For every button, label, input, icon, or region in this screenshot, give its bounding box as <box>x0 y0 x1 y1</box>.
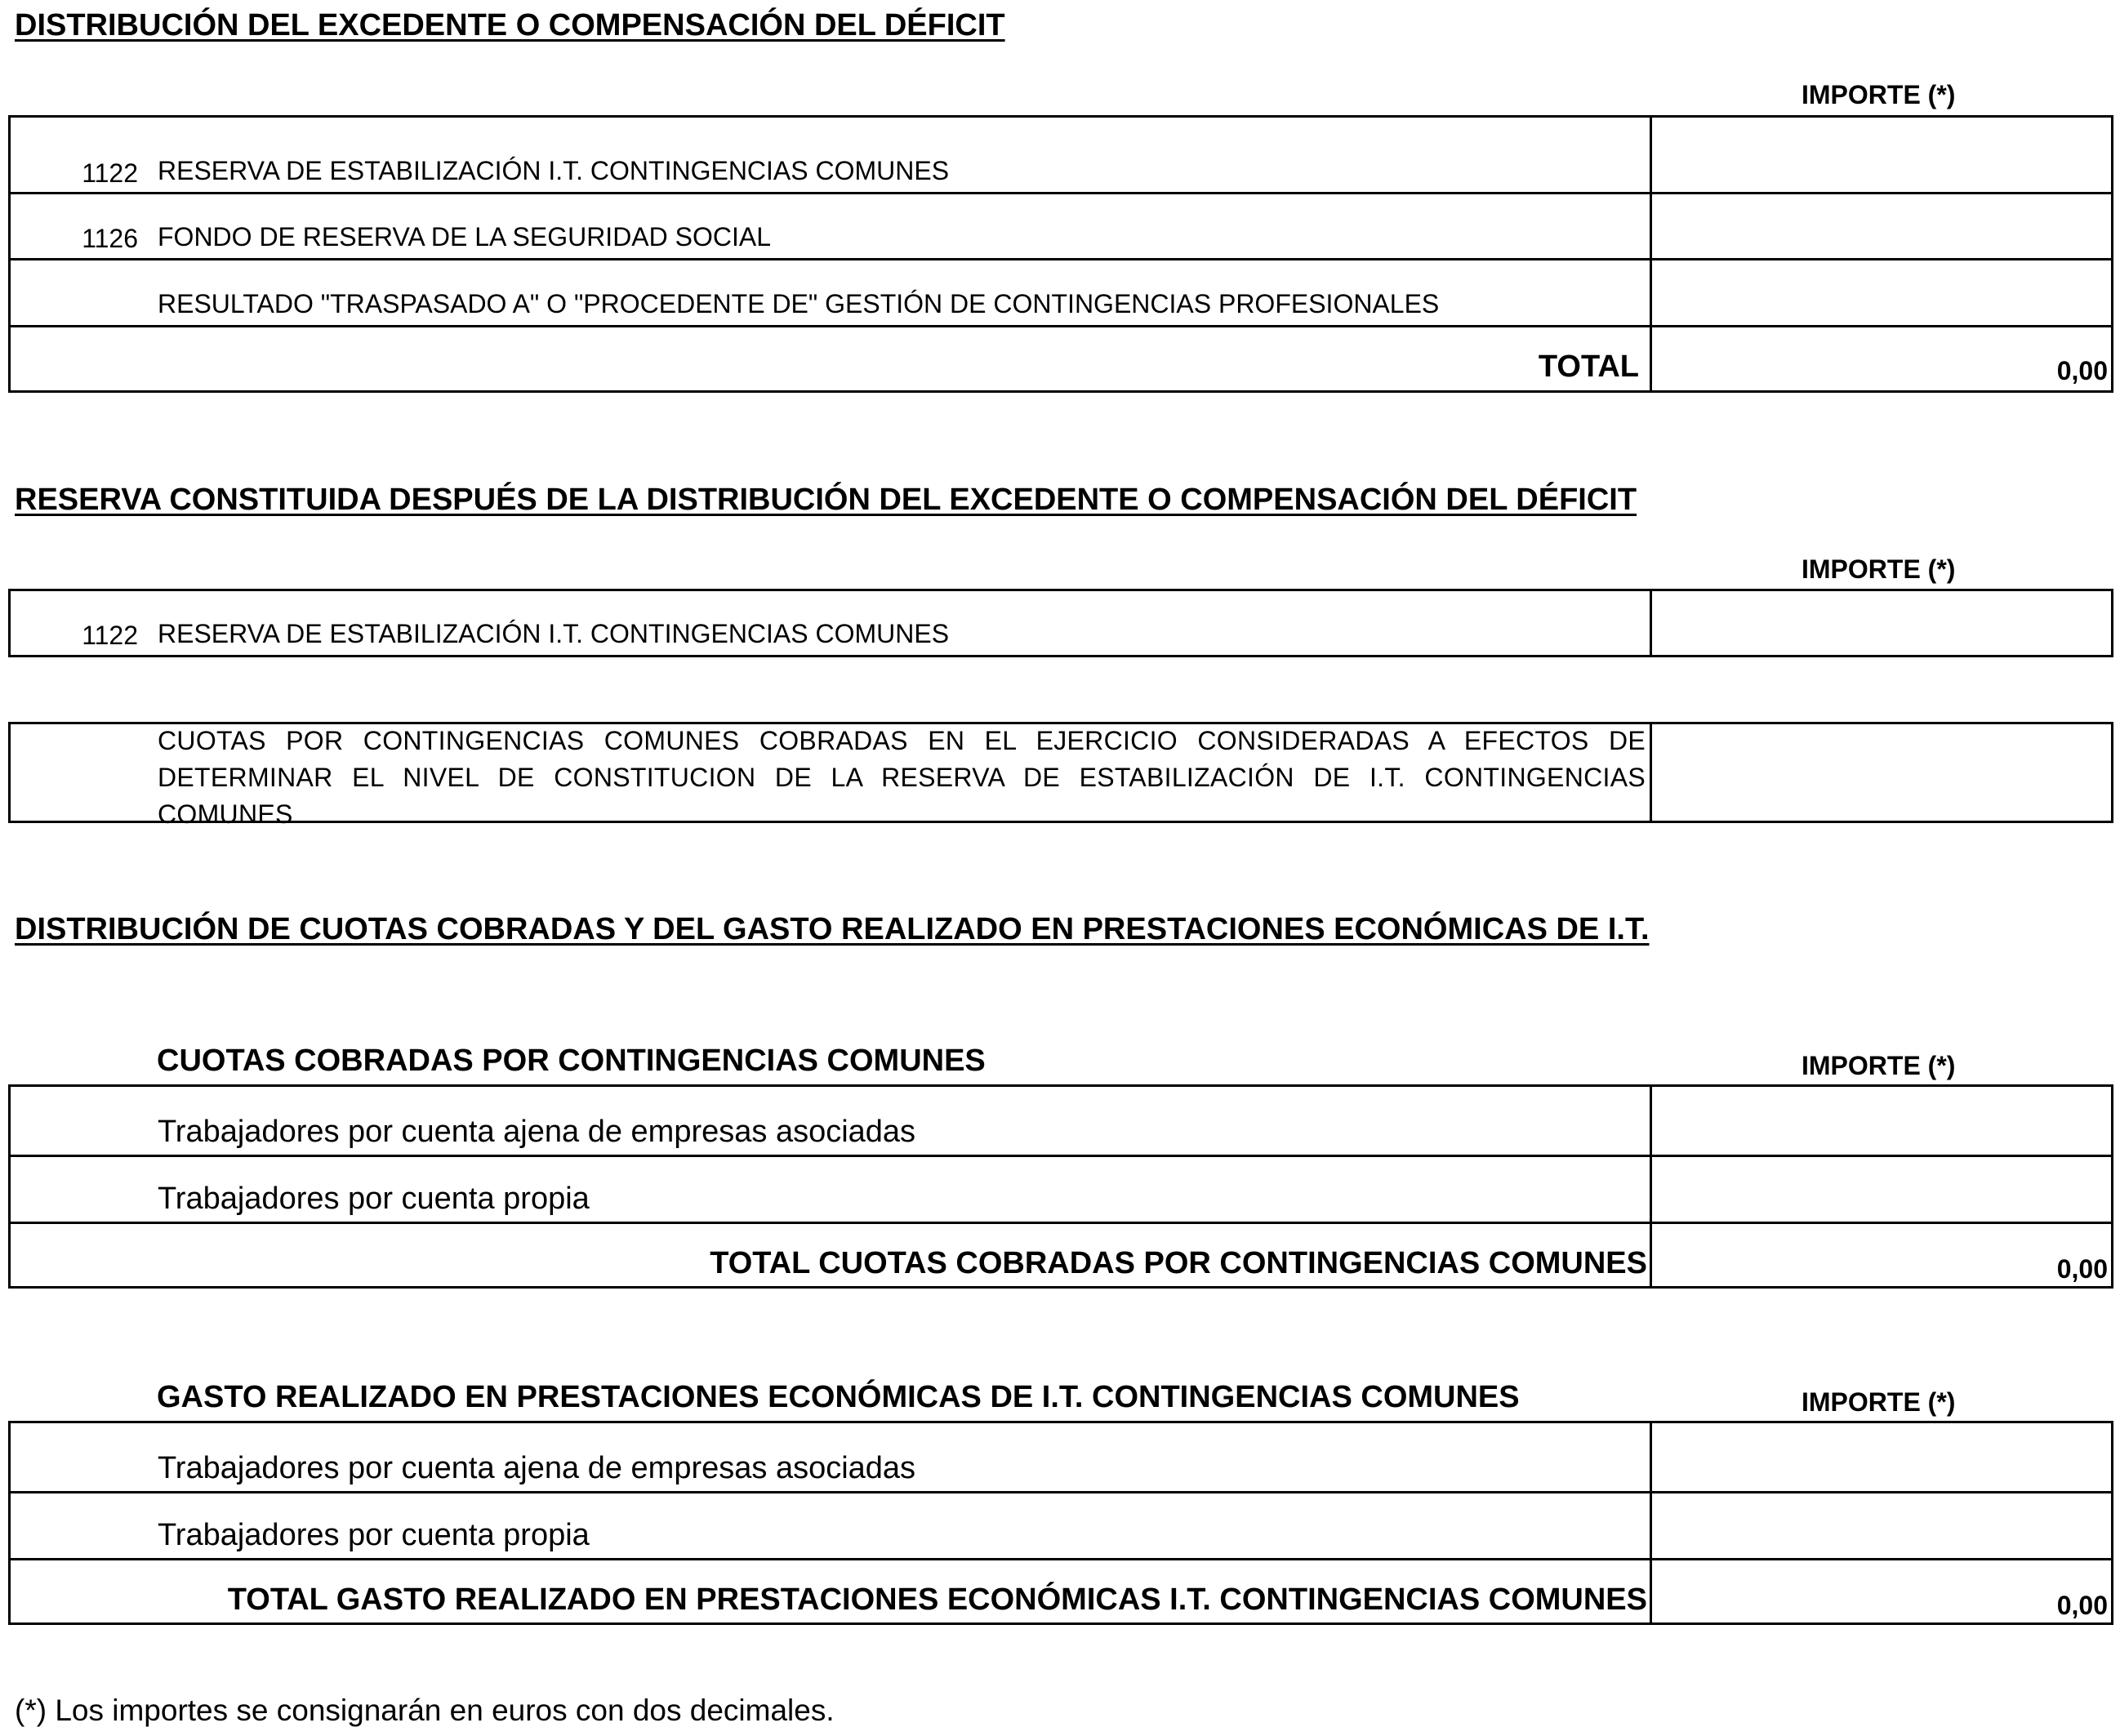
column-divider <box>1650 118 1652 390</box>
row-divider <box>11 325 2111 327</box>
account-code: 1122 <box>82 158 138 188</box>
account-code: 1126 <box>82 224 138 253</box>
distribution-table <box>8 115 2113 393</box>
column-divider <box>1650 724 1652 821</box>
row-divider <box>11 1222 2111 1224</box>
cuotas-nivel-text: CUOTAS POR CONTINGENCIAS COMUNES COBRADAS EN EL EJERCICIO CONSIDERADAS A EFECTOS DE DETERMINAR EL NIVEL DE CONSTITUCION DE LA RESERVA DE ESTABILIZACIÓN DE I.T. CONTINGENCIAS COMUNES <box>158 726 1646 829</box>
cuotas-total-value: 0,00 <box>2056 1254 2108 1284</box>
footnote: (*) Los importes se consignarán en euros con dos decimales. <box>15 1694 835 1727</box>
cuotas-table <box>8 1084 2113 1289</box>
cuotas-subtitle: CUOTAS COBRADAS POR CONTINGENCIAS COMUNES <box>157 1044 986 1078</box>
column-divider <box>1650 1087 1652 1286</box>
total-value: 0,00 <box>2056 356 2108 385</box>
row-divider <box>11 258 2111 260</box>
row-divider <box>11 1155 2111 1157</box>
section3-title: DISTRIBUCIÓN DE CUOTAS COBRADAS Y DEL GASTO REALIZADO EN PRESTACIONES ECONÓMICAS DE I.T. <box>15 912 1650 946</box>
row-divider <box>11 192 2111 194</box>
section2-importe-header: IMPORTE (*) <box>1802 554 1956 584</box>
gasto-total-value: 0,00 <box>2056 1591 2108 1620</box>
reserva-constituida-table <box>8 589 2113 657</box>
row-label-resultado-traspasado: RESULTADO "TRASPASADO A" O "PROCEDENTE DE" GESTIÓN DE CONTINGENCIAS PROFESIONALES <box>158 289 1440 318</box>
row-divider <box>11 1491 2111 1493</box>
total-label: TOTAL <box>1538 349 1639 384</box>
column-divider <box>1650 591 1652 655</box>
row-label-reserva-estabilizacion: RESERVA DE ESTABILIZACIÓN I.T. CONTINGENCIAS COMUNES <box>158 619 950 648</box>
gasto-total-label: TOTAL GASTO REALIZADO EN PRESTACIONES ECONÓMICAS I.T. CONTINGENCIAS COMUNES <box>227 1582 1647 1617</box>
cuotas-importe-header: IMPORTE (*) <box>1802 1051 1956 1080</box>
gasto-table <box>8 1421 2113 1625</box>
section1-importe-header: IMPORTE (*) <box>1802 80 1956 109</box>
row-label-cuenta-ajena: Trabajadores por cuenta ajena de empresas asociadas <box>158 1451 916 1485</box>
section2-title: RESERVA CONSTITUIDA DESPUÉS DE LA DISTRIBUCIÓN DEL EXCEDENTE O COMPENSACIÓN DEL DÉFICIT <box>15 483 1637 517</box>
gasto-importe-header: IMPORTE (*) <box>1802 1387 1956 1417</box>
section1-title: DISTRIBUCIÓN DEL EXCEDENTE O COMPENSACIÓN DEL DÉFICIT <box>15 8 1005 42</box>
column-divider <box>1650 1423 1652 1622</box>
cuotas-total-label: TOTAL CUOTAS COBRADAS POR CONTINGENCIAS COMUNES <box>710 1246 1647 1280</box>
row-label-fondo-reserva: FONDO DE RESERVA DE LA SEGURIDAD SOCIAL <box>158 222 772 251</box>
row-divider <box>11 1558 2111 1560</box>
row-label-cuenta-propia: Trabajadores por cuenta propia <box>158 1518 590 1552</box>
row-label-reserva-estabilizacion: RESERVA DE ESTABILIZACIÓN I.T. CONTINGENCIAS COMUNES <box>158 156 950 185</box>
gasto-subtitle: GASTO REALIZADO EN PRESTACIONES ECONÓMICAS DE I.T. CONTINGENCIAS COMUNES <box>157 1380 1520 1414</box>
row-label-cuenta-ajena: Trabajadores por cuenta ajena de empresas asociadas <box>158 1115 916 1149</box>
cuotas-nivel-table <box>8 722 2113 829</box>
row-label-cuenta-propia: Trabajadores por cuenta propia <box>158 1182 590 1216</box>
account-code: 1122 <box>82 621 138 650</box>
